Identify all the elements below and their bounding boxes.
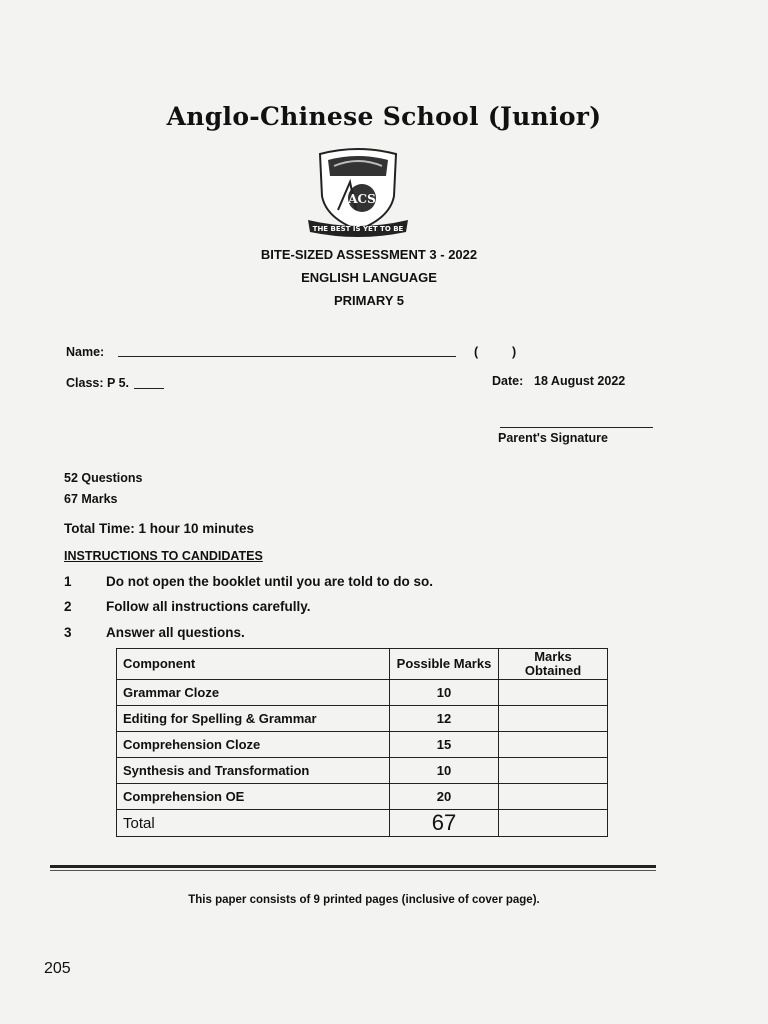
possible-marks-cell: 20 [390, 784, 499, 810]
instructions-heading: INSTRUCTIONS TO CANDIDATES [64, 549, 263, 563]
school-crest-icon [306, 146, 410, 238]
crest-motto: THE BEST IS YET TO BE [312, 225, 404, 233]
instruction-number: 1 [64, 574, 72, 589]
page-number: 205 [44, 960, 71, 977]
class-label: Class: P 5. [66, 376, 130, 390]
divider [50, 865, 656, 868]
possible-marks-cell: 10 [390, 680, 499, 706]
index-paren-open: ( [474, 345, 479, 359]
component-cell: Synthesis and Transformation [117, 758, 390, 784]
component-cell: Comprehension Cloze [117, 732, 390, 758]
date-value: 18 August 2022 [534, 374, 626, 388]
total-obtained-cell[interactable] [499, 810, 608, 837]
total-time: Total Time: 1 hour 10 minutes [64, 521, 255, 536]
instruction-number: 3 [64, 625, 72, 640]
marks-obtained-cell[interactable] [499, 784, 608, 810]
divider [50, 870, 656, 871]
table-total-row [117, 810, 608, 837]
signature-label: Parent's Signature [498, 431, 608, 445]
assessment-title: BITE-SIZED ASSESSMENT 3 - 2022 [260, 247, 478, 262]
footer-note: This paper consists of 9 printed pages (inclusive of cover page). [188, 894, 540, 906]
instruction-text: Answer all questions. [106, 625, 245, 640]
table-row [117, 706, 608, 732]
component-cell: Editing for Spelling & Grammar [117, 706, 390, 732]
school-name: Anglo-Chinese School (Junior) [166, 102, 602, 131]
level-title: PRIMARY 5 [333, 293, 405, 308]
subject-title: ENGLISH LANGUAGE [301, 270, 437, 285]
total-label: Total [117, 810, 390, 837]
table-row [117, 758, 608, 784]
possible-marks-cell: 15 [390, 732, 499, 758]
possible-marks-cell: 12 [390, 706, 499, 732]
marks-obtained-cell[interactable] [499, 706, 608, 732]
total-value: 67 [390, 810, 499, 837]
table-row [117, 784, 608, 810]
instruction-text: Follow all instructions carefully. [106, 599, 311, 614]
marks-obtained-cell[interactable] [499, 732, 608, 758]
name-line[interactable] [118, 356, 456, 357]
mark-count: 67 Marks [64, 492, 118, 506]
marks-obtained-cell[interactable] [499, 758, 608, 784]
header-possible-marks: Possible Marks [390, 649, 499, 680]
component-cell: Grammar Cloze [117, 680, 390, 706]
instruction-number: 2 [64, 599, 72, 614]
date-label: Date: [492, 374, 524, 388]
crest-monogram: ACS [348, 192, 376, 206]
table-row [117, 680, 608, 706]
marks-table [116, 648, 608, 837]
question-count: 52 Questions [64, 471, 143, 485]
signature-line[interactable] [500, 427, 653, 428]
possible-marks-cell: 10 [390, 758, 499, 784]
class-line[interactable] [134, 388, 164, 389]
instruction-text: Do not open the booklet until you are told to do so. [106, 574, 433, 589]
table-row [117, 732, 608, 758]
header-component: Component [117, 649, 390, 680]
index-paren-close: ) [512, 345, 517, 359]
name-label: Name: [66, 345, 105, 359]
component-cell: Comprehension OE [117, 784, 390, 810]
table-header-row [117, 649, 608, 680]
header-marks-obtained: Marks Obtained [499, 649, 608, 680]
marks-obtained-cell[interactable] [499, 680, 608, 706]
